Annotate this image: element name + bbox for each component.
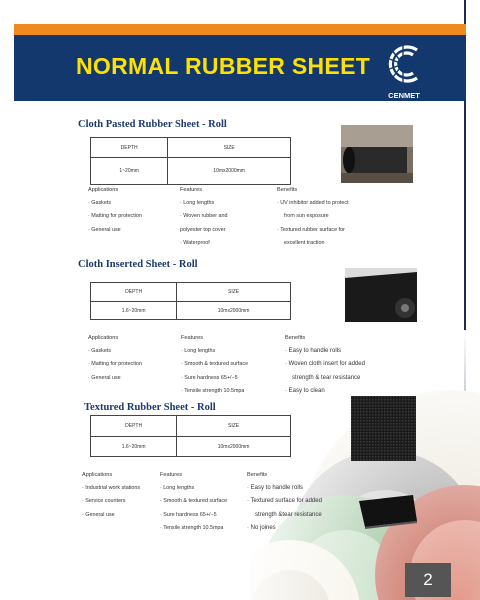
list-item: · Smooth & textured surface [160, 498, 228, 505]
features-heading: Features [180, 187, 203, 193]
section-title-cloth-inserted: Cloth Inserted Sheet - Roll [78, 259, 198, 270]
benefits-list [247, 469, 322, 535]
size-header: SIZE [177, 416, 291, 437]
list-item: · Sure hardness 65+/−5 [160, 511, 217, 518]
list-item: · Textured surface for added [247, 498, 322, 505]
list-item: · General use [88, 226, 121, 233]
list-item: · Smooth & textured surface [181, 361, 249, 368]
list-item: · Long lengths [181, 348, 216, 355]
benefits-heading: Benefits [277, 187, 298, 193]
size-value: 10mx2000mm [177, 437, 291, 457]
features-list [181, 332, 248, 398]
list-item: · Industrial work stations [82, 485, 141, 492]
depth-value: 1~20mm [91, 158, 168, 185]
applications-list [88, 332, 142, 385]
logo-text: CENMET [388, 91, 420, 100]
page-title: NORMAL RUBBER SHEET [76, 53, 371, 79]
benefits-heading: Benefits [247, 472, 268, 478]
spec-table [90, 282, 291, 320]
list-item: · Service counters [82, 498, 126, 505]
list-item: · Sure hardness 65+/−5 [181, 374, 238, 381]
applications-heading: Applications [88, 187, 119, 193]
cenmet-logo-icon [379, 40, 427, 98]
list-item: · Tensile strength 10.5mpa [181, 387, 245, 394]
size-value: 10mx2000mm [177, 302, 291, 320]
list-item: · Matting for protection [88, 361, 142, 368]
list-item: · Easy to handle rolls [247, 485, 304, 492]
page-number: 2 [405, 563, 451, 597]
depth-value: 1.6~20mm [91, 302, 177, 320]
rubber-sheet-photo [355, 493, 417, 529]
depth-header: DEPTH [91, 416, 177, 437]
spec-table [90, 137, 291, 185]
applications-heading: Applications [88, 335, 119, 341]
list-item: · Long lengths [180, 200, 215, 207]
benefits-list [285, 332, 365, 398]
list-item: polyester top cover [180, 226, 226, 233]
list-item: · UV inhibitor added to protect [277, 200, 349, 207]
depth-value: 1.6~20mm [91, 437, 177, 457]
list-item: strength &tear resistance [255, 511, 322, 518]
list-item: excellent traction [284, 239, 325, 246]
size-header: SIZE [177, 283, 291, 302]
list-item: · Gaskets [88, 348, 112, 355]
features-heading: Features [160, 472, 183, 478]
rubber-roll-photo [341, 125, 413, 183]
orange-accent-bar [14, 24, 466, 35]
applications-heading: Applications [82, 472, 113, 478]
features-list [160, 469, 227, 535]
list-item: from sun exposure [284, 213, 329, 220]
list-item: · Gaskets [88, 200, 112, 207]
size-header: SIZE [168, 138, 291, 158]
list-item: · Easy to clean [285, 387, 325, 394]
benefits-heading: Benefits [285, 335, 306, 341]
list-item: · Woven cloth insert for added [285, 361, 365, 368]
applications-list [88, 184, 142, 237]
depth-header: DEPTH [91, 283, 177, 302]
list-item: · Matting for protection [88, 213, 142, 220]
black-sheet-roll-photo [345, 268, 417, 322]
list-item: · Textured rubber surface for [277, 226, 345, 233]
list-item: · General use [88, 374, 121, 381]
benefits-list [277, 184, 349, 250]
applications-list [82, 469, 140, 522]
list-item: · Long lengths [160, 485, 195, 492]
list-item: strength & tear resistance [292, 374, 361, 381]
list-item: · No joines [247, 524, 276, 531]
list-item: · Woven rubber and [180, 213, 228, 220]
spec-table [90, 415, 291, 457]
depth-header: DEPTH [91, 138, 168, 158]
features-list [180, 184, 228, 250]
section-title-textured: Textured Rubber Sheet - Roll [84, 402, 216, 413]
list-item: · General use [82, 511, 115, 518]
size-value: 10mx2000mm [168, 158, 291, 185]
features-heading: Features [181, 335, 204, 341]
textured-rubber-photo [351, 396, 416, 461]
section-title-cloth-pasted: Cloth Pasted Rubber Sheet - Roll [78, 119, 227, 130]
list-item: · Easy to handle rolls [285, 348, 342, 355]
list-item: · Waterproof [180, 239, 210, 246]
list-item: · Tensile strength 10.5mpa [160, 524, 224, 531]
